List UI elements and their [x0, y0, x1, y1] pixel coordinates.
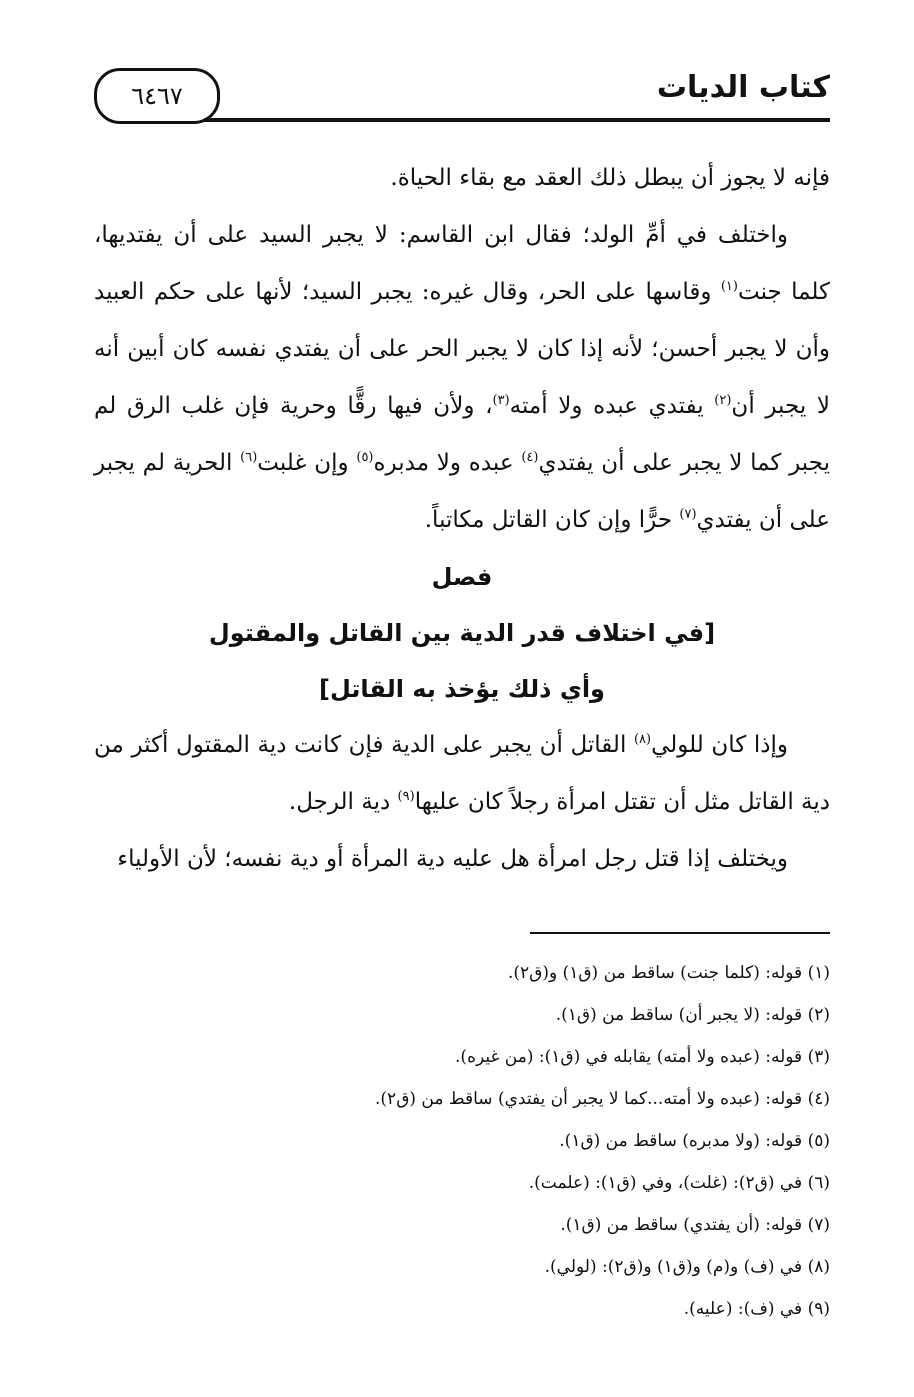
section-title-line-2: وأي ذلك يؤخذ به القاتل] [319, 675, 605, 703]
section-label: فصل [431, 563, 493, 591]
paragraph-2 [94, 207, 830, 549]
text-run: عبده ولا مدبره [373, 450, 522, 476]
footnote: (١) قوله: (كلما جنت) ساقط من (ق١) و(ق٢). [507, 963, 830, 983]
footnote-ref-5: (٥) [356, 450, 374, 465]
footnote: (٤) قوله: (عبده ولا أمته...كما لا يجبر أن يفتدي) ساقط من (ق٢). [375, 1089, 830, 1109]
text-run: وقاسها على الحر، وقال غيره: يجبر السيد؛ لأنها على حكم العبيد وأن لا يجبر أحسن؛ لأنه إذا كان لا يجبر الحر على أن يفتدي نفسه كان أبين أنه لا يجبر أن [94, 279, 830, 419]
section-title-line-1: [في اختلاف قدر الدية بين القاتل والمقتول [208, 619, 716, 647]
footnote: (٦) في (ق٢): (غلت)، وفي (ق١): (علمت). [528, 1173, 830, 1193]
footnote-separator [530, 932, 830, 934]
footnote-ref-3: (٣) [492, 393, 510, 408]
text-run: حرًّا وإن كان القاتل مكاتباً. [424, 507, 680, 533]
text-run: يفتدي عبده ولا أمته [509, 393, 715, 419]
footnote: (٩) في (ف): (عليه). [683, 1299, 830, 1319]
footnote-ref-8: (٨) [633, 732, 652, 747]
footnote: (٣) قوله: (عبده ولا أمته) يقابله في (ق١): (من غيره). [455, 1047, 830, 1067]
text-run: واختلف في أمِّ الولد؛ فقال ابن القاسم: لا يجبر السيد على أن يفتديها، كلما جنت [94, 222, 830, 305]
footnote: (٧) قوله: (أن يفتدي) ساقط من (ق١). [560, 1215, 830, 1235]
footnote-ref-7: (٧) [679, 507, 697, 522]
footnote: (٢) قوله: (لا يجبر أن) ساقط من (ق١). [555, 1005, 830, 1025]
footnote-ref-9: (٩) [397, 789, 415, 804]
page-number: ٦٤٦٧ [94, 68, 220, 124]
text-run: الحرية لم يجبر على أن يفتدي [94, 450, 830, 533]
paragraph-1: فإنه لا يجوز أن يبطل ذلك العقد مع بقاء الحياة. [390, 165, 830, 191]
footnote-ref-1: (١) [720, 279, 738, 294]
header-rule [204, 118, 830, 122]
text-run: دية الرجل. [288, 789, 398, 815]
footnotes [94, 952, 830, 1330]
footnote-ref-6: (٦) [240, 450, 258, 465]
text-run: القاتل أن يجبر على الدية فإن كانت دية المقتول أكثر من دية القاتل مثل أن تقتل امرأة رجلاً كان عليها [94, 732, 830, 815]
footnote-ref-2: (٢) [714, 393, 732, 408]
paragraph-4: ويختلف إذا قتل رجل امرأة هل عليه دية المرأة أو دية نفسه؛ لأن الأولياء [117, 846, 788, 872]
footnote: (٨) في (ف) و(م) و(ق١) و(ق٢): (لولي). [544, 1257, 830, 1277]
text-run: وإذا كان للولي [651, 732, 788, 758]
book-title: كتاب الديات [656, 70, 830, 105]
footnote: (٥) قوله: (ولا مدبره) ساقط من (ق١). [559, 1131, 830, 1151]
page-header [94, 60, 830, 120]
body-text [94, 150, 830, 888]
text-run: وإن غلبت [257, 450, 357, 476]
footnote-ref-4: (٤) [521, 450, 539, 465]
paragraph-3 [94, 717, 830, 831]
text-run: ، ولأن فيها رقًّا وحرية فإن غلب الرق لم يجبر كما لا يجبر على أن يفتدي [94, 393, 830, 476]
